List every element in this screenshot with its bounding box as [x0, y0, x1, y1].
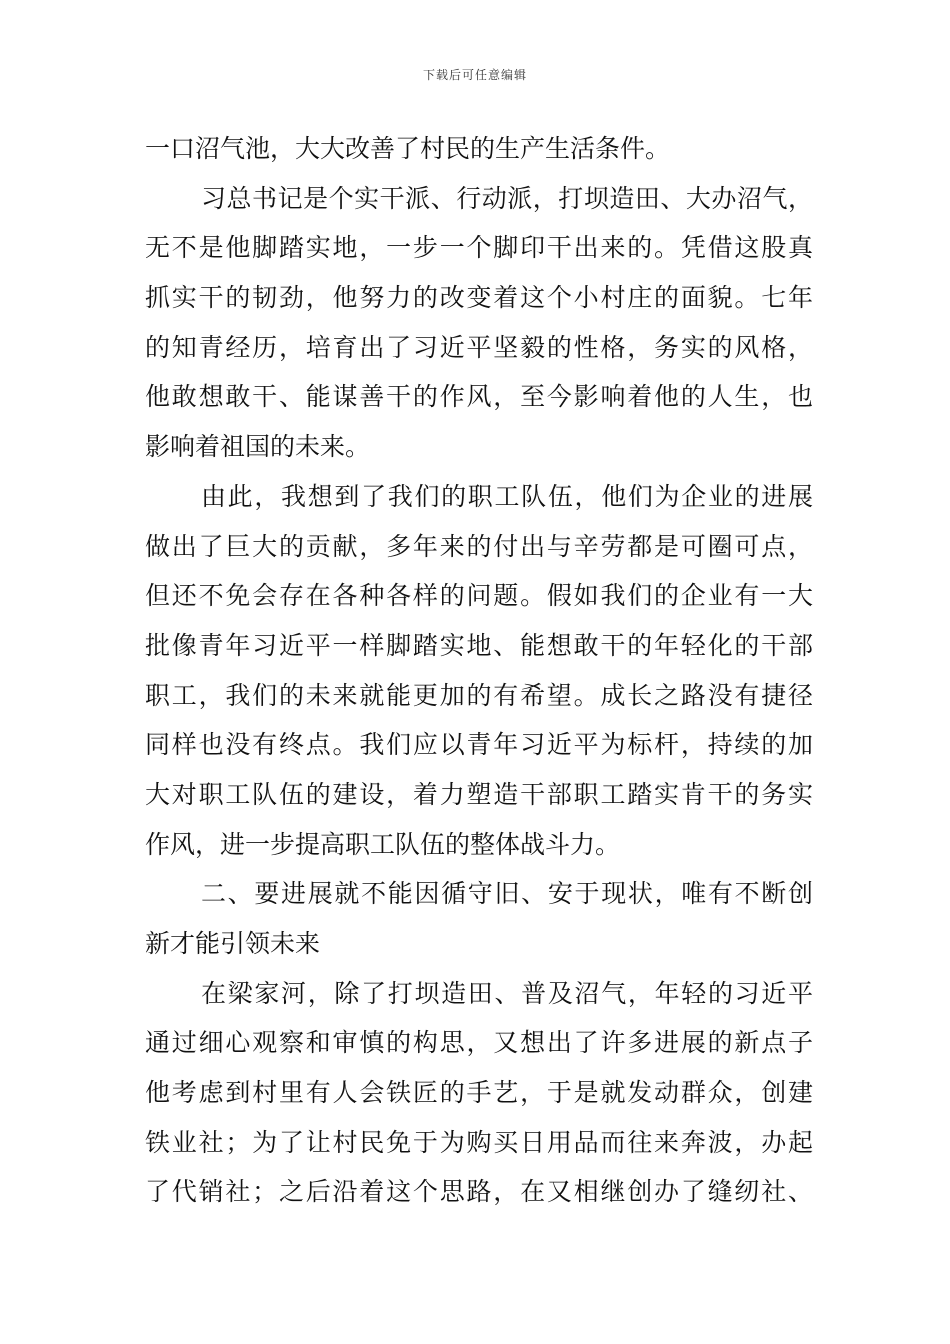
text-line: 职工，我们的未来就能更加的有希望。成长之路没有捷径 — [145, 680, 813, 710]
text-line: 在梁家河，除了打坝造田、普及沼气，年轻的习近平 — [201, 978, 813, 1008]
section-heading-line: 二、要进展就不能因循守旧、安于现状，唯有不断创 — [201, 879, 813, 909]
text-line: 作风，进一步提高职工队伍的整体战斗力。 — [145, 829, 621, 859]
text-line: 铁业社；为了让村民免于为购买日用品而往来奔波，办起 — [145, 1127, 813, 1157]
text-line: 一口沼气池，大大改善了村民的生产生活条件。 — [145, 134, 671, 163]
text-line: 习总书记是个实干派、行动派，打坝造田、大办沼气， — [201, 183, 813, 213]
text-line: 他敢想敢干、能谋善干的作风，至今影响着他的人生，也 — [145, 382, 813, 412]
page-header: 下载后可任意编辑 — [422, 68, 527, 82]
text-line: 他考虑到村里有人会铁匠的手艺，于是就发动群众，创建 — [145, 1078, 813, 1108]
text-line: 的知青经历，培育出了习近平坚毅的性格，务实的风格， — [145, 332, 813, 362]
text-line: 影响着祖国的未来。 — [145, 432, 371, 462]
text-line: 了代销社；之后沿着这个思路，在又相继创办了缝纫社、 — [145, 1177, 813, 1207]
text-line: 由此，我想到了我们的职工队伍，他们为企业的进展 — [201, 481, 813, 511]
text-line: 大对职工队伍的建设，着力塑造干部职工踏实肯干的务实 — [145, 779, 813, 809]
text-line: 无不是他脚踏实地，一步一个脚印干出来的。凭借这股真 — [145, 233, 813, 263]
text-line: 抓实干的韧劲，他努力的改变着这个小村庄的面貌。七年 — [145, 283, 813, 313]
text-line: 通过细心观察和审慎的构思，又想出了许多进展的新点子 — [145, 1028, 813, 1058]
text-line: 批像青年习近平一样脚踏实地、能想敢干的年轻化的干部 — [145, 630, 813, 660]
document-body — [145, 124, 813, 1217]
text-line: 同样也没有终点。我们应以青年习近平为标杆，持续的加 — [145, 730, 813, 760]
text-line: 做出了巨大的贡献，多年来的付出与辛劳都是可圈可点， — [145, 531, 813, 561]
section-heading-line: 新才能引领未来 — [145, 929, 321, 958]
text-line: 但还不免会存在各种各样的问题。假如我们的企业有一大 — [145, 581, 813, 611]
